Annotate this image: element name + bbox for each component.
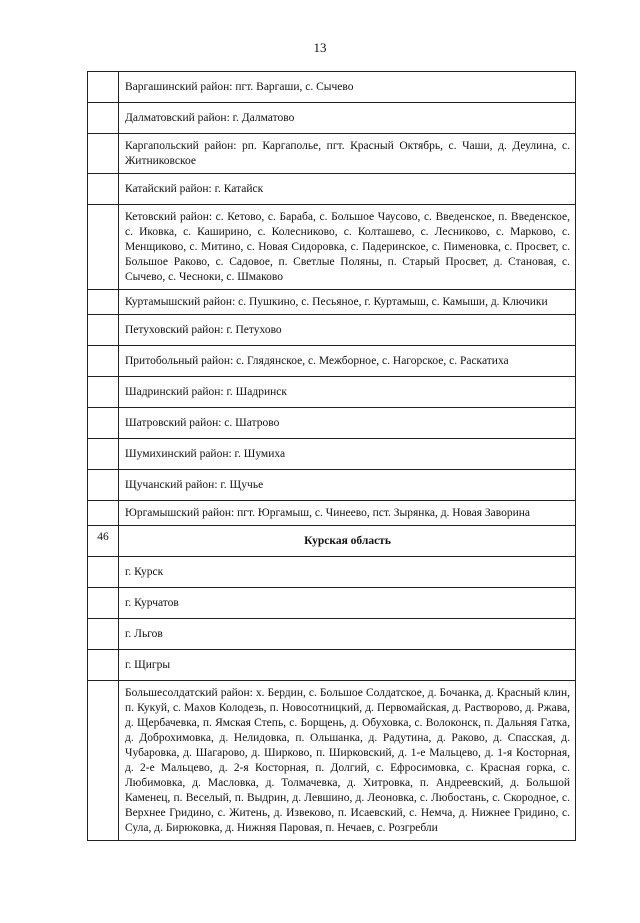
row-number-cell: [87, 377, 119, 407]
district-cell: Катайский район: г. Катайск: [119, 174, 576, 204]
row-number-cell: [87, 501, 119, 525]
district-cell: Притобольный район: с. Глядянское, с. Межборное, с. Нагорское, с. Раскатиха: [119, 346, 576, 376]
table-row: [87, 408, 576, 439]
district-cell: г. Курчатов: [119, 588, 576, 618]
row-number-cell: [87, 72, 119, 102]
table-row: [87, 315, 576, 346]
district-table: [87, 71, 576, 841]
table-row: [87, 346, 576, 377]
row-number-cell: [87, 134, 119, 173]
table-row: [87, 588, 576, 619]
district-cell: Большесолдатский район: х. Бердин, с. Большое Солдатское, д. Бочанка, д. Красный клин, п. Кукуй, с. Махов Колодезь, п. Новосотницкий, д. Первомайская, д. Растворово, д. Ржава, д. Щербачевка, п. Ямская Степь, с. Борщень, д. Обуховка, с. Волоконск, п. Дальняя Гатка, д. Доброхимовка, д. Нелидовка, п. Ольшанка, д. Радутина, д. Раково, д. Спасская, д. Чубаровка, д. Шагарово, д. Ширково, п. Ширковский, д. 1-е Мальцево, д. 1-я Косторная, д. 2-е Мальцево, д. 2-я Косторная, п. Долгий, с. Ефросимовка, с. Красная горка, с. Любимовка, д. Масловка, д. Толмачевка, д. Хитровка, п. Андреевский, д. Большой Каменец, п. Веселый, п. Выдрин, д. Левшино, д. Леоновка, с. Любостань, с. Скородное, с. Верхнее Гридино, с. Житень, д. Извеково, п. Исаевский, с. Немча, д. Нижнее Гридино, с. Сула, д. Бирюковка, д. Нижняя Паровая, п. Нечаев, с. Розгребли: [119, 681, 576, 840]
table-row: [87, 681, 576, 841]
table-row: [87, 174, 576, 205]
district-cell: Шумихинский район: г. Шумиха: [119, 439, 576, 469]
row-number-cell: [87, 408, 119, 438]
row-number-cell: [87, 205, 119, 289]
row-number-cell: [87, 681, 119, 840]
row-number-cell: [87, 470, 119, 500]
table-row: [87, 205, 576, 290]
table-row: [87, 103, 576, 134]
table-row: [87, 650, 576, 681]
district-cell: г. Щигры: [119, 650, 576, 680]
section-title: Курская область: [119, 526, 576, 556]
district-cell: Варгашинский район: пгт. Варгаши, с. Сычево: [119, 72, 576, 102]
row-number-cell: [87, 619, 119, 649]
district-cell: Куртамышский район: с. Пушкино, с. Песьяное, г. Куртамыш, с. Камыши, д. Ключики: [119, 290, 576, 314]
district-cell: г. Курск: [119, 557, 576, 587]
table-row: [87, 439, 576, 470]
district-cell: г. Льгов: [119, 619, 576, 649]
table-row: [87, 71, 576, 103]
table-row: [87, 290, 576, 315]
table-row: [87, 134, 576, 174]
district-cell: Петуховский район: г. Петухово: [119, 315, 576, 345]
row-number-cell: [87, 588, 119, 618]
row-number-cell: [87, 557, 119, 587]
table-row: [87, 470, 576, 501]
table-row: [87, 557, 576, 588]
section-header-row: [87, 526, 576, 557]
section-number: 46: [87, 526, 119, 556]
district-cell: Кетовский район: с. Кетово, с. Бараба, с. Большое Чаусово, с. Введенское, п. Введенское, с. Иковка, с. Каширино, с. Колесниково, с. Колташево, с. Лесниково, с. Марково, с. Менщиково, с. Митино, с. Новая Сидоровка, с. Падеринское, с. Пименовка, с. Просвет, с. Большое Раково, с. Садовое, п. Светлые Поляны, п. Старый Просвет, д. Становая, с. Сычево, с. Чесноки, с. Шмаково: [119, 205, 576, 289]
row-number-cell: [87, 439, 119, 469]
row-number-cell: [87, 315, 119, 345]
district-cell: Юргамышский район: пгт. Юргамыш, с. Чинеево, пст. Зырянка, д. Новая Заворина: [119, 501, 576, 525]
table-row: [87, 619, 576, 650]
row-number-cell: [87, 174, 119, 204]
district-cell: Далматовский район: г. Далматово: [119, 103, 576, 133]
district-cell: Шатровский район: с. Шатрово: [119, 408, 576, 438]
row-number-cell: [87, 346, 119, 376]
table-row: [87, 377, 576, 408]
district-cell: Шадринский район: г. Шадринск: [119, 377, 576, 407]
row-number-cell: [87, 290, 119, 314]
district-cell: Каргапольский район: рп. Каргаполье, пгт. Красный Октябрь, с. Чаши, д. Деулина, с. Житниковское: [119, 134, 576, 173]
table-row: [87, 501, 576, 526]
row-number-cell: [87, 103, 119, 133]
row-number-cell: [87, 650, 119, 680]
page-number: 13: [313, 40, 327, 55]
district-cell: Щучанский район: г. Щучье: [119, 470, 576, 500]
